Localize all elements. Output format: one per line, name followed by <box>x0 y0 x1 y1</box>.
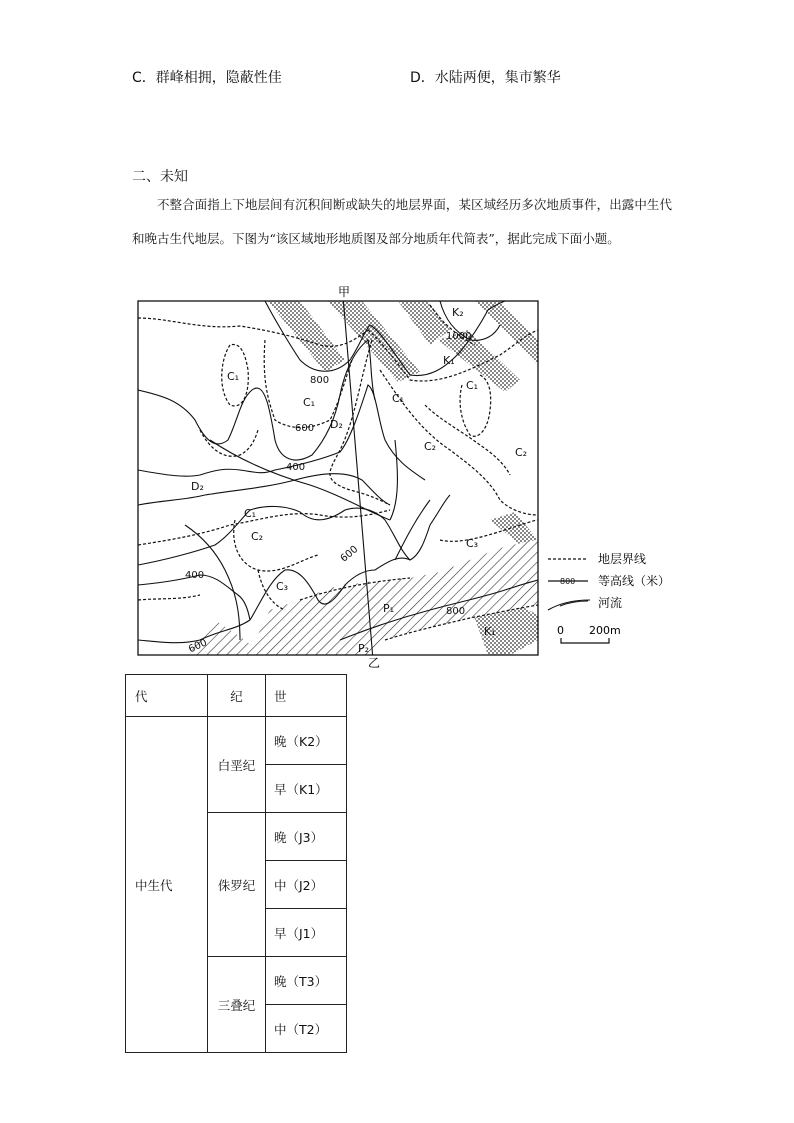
epoch-cell: 中（T2） <box>266 1005 347 1053</box>
legend-river: 河流 <box>598 596 623 610</box>
contour-label: 400 <box>185 570 205 581</box>
section-title: 二、未知 <box>132 169 188 185</box>
question-paragraph: 不整合面指上下地层间有沉积间断或缺失的地层界面，某区域经历多次地质事件，出露中生代和晚古生代地层。下图为“该区域地形地质图及部分地质年代简表”，据此完成下面小题。 <box>132 197 672 246</box>
period-cell: 三叠纪 <box>208 957 266 1053</box>
stratum-label: D₂ <box>191 480 204 493</box>
table-header: 代 <box>126 675 208 717</box>
stratum-label: P₁ <box>383 602 395 615</box>
contour-label: 600 <box>186 637 209 656</box>
epoch-cell: 晚（J3） <box>266 813 347 861</box>
stratum-label: C₃ <box>466 537 479 550</box>
scale-value: 200m <box>589 624 621 637</box>
stratum-label: K₁ <box>443 354 455 367</box>
legend-stratum-boundary: 地层界线 <box>598 552 647 566</box>
profile-start-label: 甲 <box>338 285 351 299</box>
contour-label: 1000 <box>446 331 472 342</box>
stratum-label: C₁ <box>244 507 257 520</box>
map-legend <box>548 551 670 643</box>
stratum-label: C₂ <box>424 440 437 453</box>
table-header: 纪 <box>208 675 266 717</box>
stratum-label: D₂ <box>330 418 343 431</box>
scale-zero: 0 <box>557 624 564 637</box>
stratum-label: K₂ <box>452 306 464 319</box>
contour-label: 800 <box>310 375 330 386</box>
contour-label: 600 <box>338 543 361 565</box>
epoch-cell: 晚（K2） <box>266 717 347 765</box>
epoch-cell: 早（J1） <box>266 909 347 957</box>
stratum-label: C₁ <box>303 396 316 409</box>
period-cell: 侏罗纪 <box>208 813 266 957</box>
stratum-label: C₁ <box>466 379 479 392</box>
table-header: 世 <box>266 675 347 717</box>
geologic-time-table <box>125 674 347 1053</box>
stratum-label: C₁ <box>227 370 240 383</box>
period-cell: 白垩纪 <box>208 717 266 813</box>
era-cell: 中生代 <box>126 717 208 1053</box>
stratum-label: K₁ <box>484 625 496 638</box>
contour-label: 400 <box>286 462 306 473</box>
epoch-cell: 早（K1） <box>266 765 347 813</box>
legend-contour: 等高线（米） <box>598 574 671 588</box>
scale-bar <box>561 638 609 643</box>
stratum-label: C₂ <box>251 530 264 543</box>
contour-label: 800 <box>446 606 466 617</box>
contour-label: 600 <box>295 423 315 434</box>
epoch-cell: 中（J2） <box>266 861 347 909</box>
epoch-cell: 晚（T3） <box>266 957 347 1005</box>
stratum-label: P₂ <box>358 642 370 655</box>
option-c: C．群峰相拥，隐蔽性佳 <box>132 70 282 86</box>
stratum-label: C₃ <box>276 580 289 593</box>
legend-contour-sample: 800 <box>560 577 576 586</box>
option-d: D．水陆两便，集市繁华 <box>410 70 561 86</box>
stratum-label: C₂ <box>515 446 528 459</box>
profile-end-label: 乙 <box>368 656 381 670</box>
stratum-label: C₁ <box>392 392 405 405</box>
